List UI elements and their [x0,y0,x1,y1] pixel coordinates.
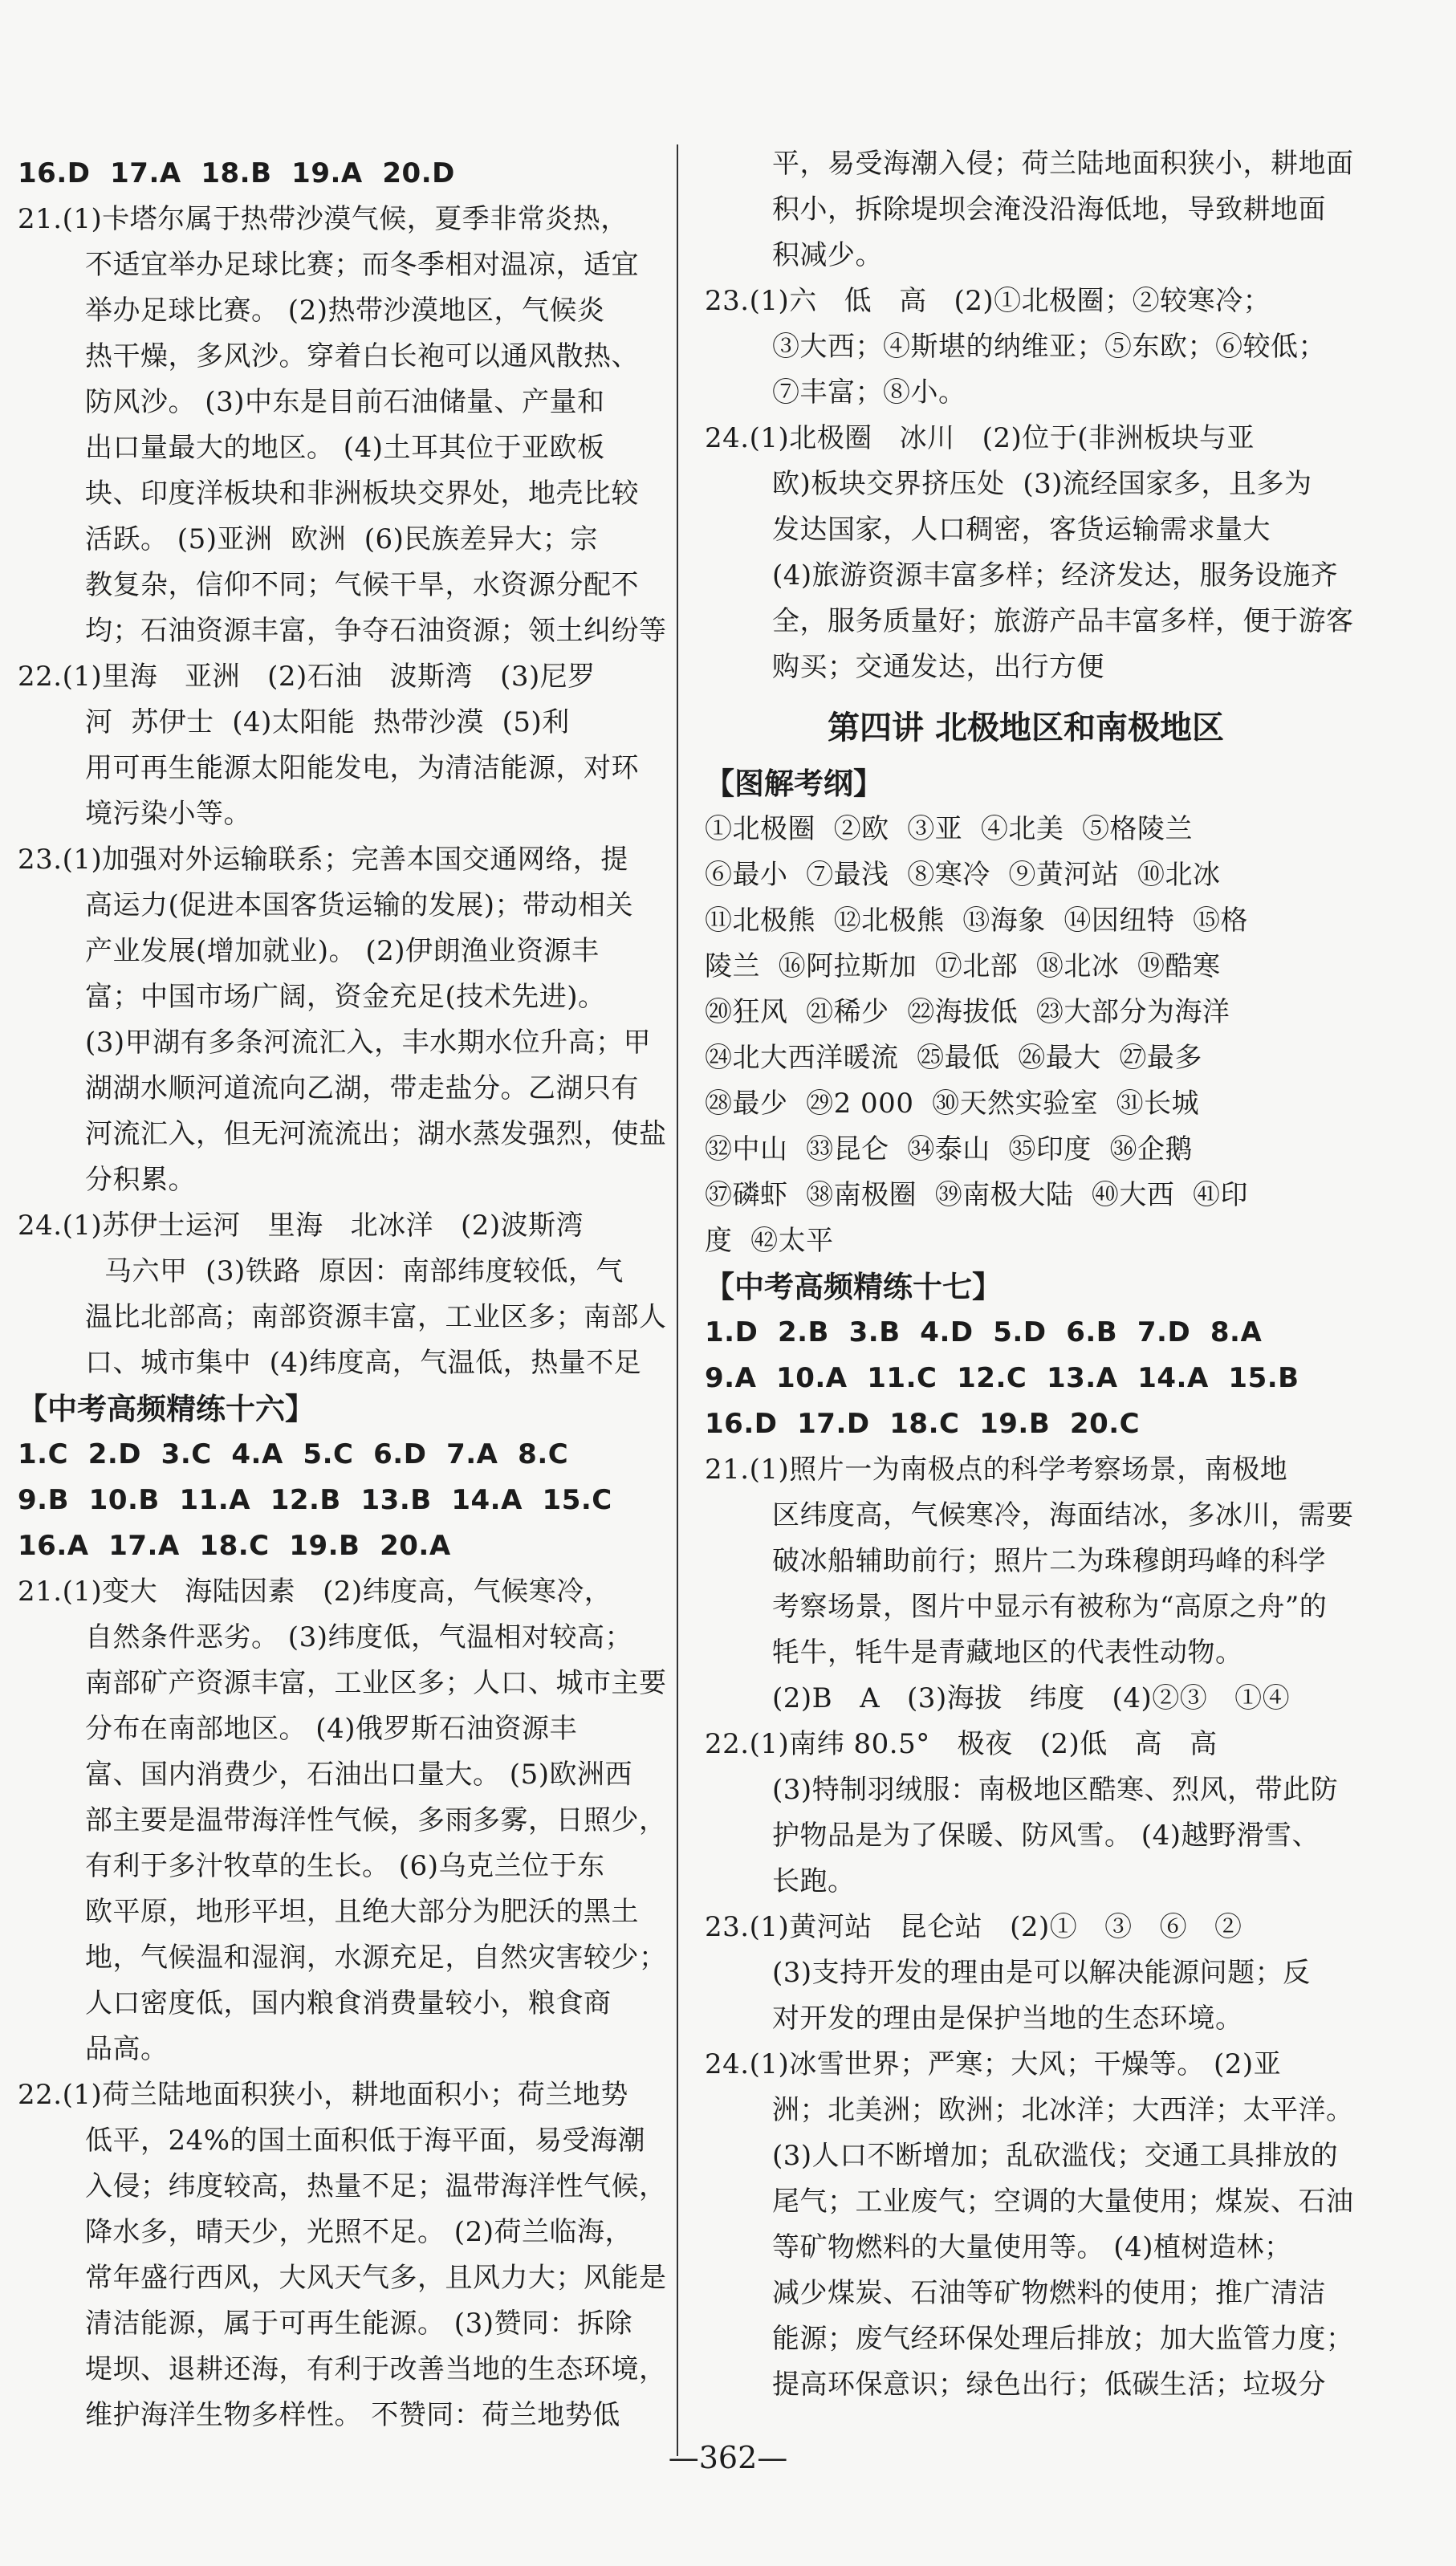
outline-answers: ㉔北大西洋暖流 ㉕最低 ㉖最大 ㉗最多 [705,1042,1202,1074]
answer-line: 清洁能源，属于可再生能源。 (3)赞同：拆除 [85,2308,632,2340]
question-answer: 22.(1)里海 亚洲 (2)石油 波斯湾 (3)尼罗 [18,661,596,693]
left-column [18,151,667,2438]
answer-line: (3)支持开发的理由是可以解决能源问题；反 [772,1957,1311,1989]
answer-line: 举办足球比赛。 (2)热带沙漠地区，气候炎 [85,295,605,327]
answer-line: 南部矿产资源丰富，工业区多；人口、城市主要 [85,1667,667,1699]
answer-line: 部主要是温带海洋性气候，多雨多雾，日照少， [85,1804,667,1836]
choice-answers: 1.D 2.B 3.B 4.D 5.D 6.B 7.D 8.A [705,1316,1263,1348]
answer-line: (3)甲湖有多条河流汇入，丰水期水位升高；甲 [85,1027,652,1059]
answer-line: 产业发展(增加就业)。 (2)伊朗渔业资源丰 [85,935,600,967]
answer-line: 地，气候温和湿润，水源充足，自然灾害较少； [85,1942,667,1974]
outline-answers: 陵兰 ⑯阿拉斯加 ⑰北部 ⑱北冰 ⑲酷寒 [705,950,1221,982]
answer-line: 破冰船辅助前行；照片二为珠穆朗玛峰的科学 [772,1545,1326,1577]
outline-answers: ⑥最小 ⑦最浅 ⑧寒冷 ⑨黄河站 ⑩北冰 [705,859,1221,891]
answer-line: 区纬度高，气候寒冷，海面结冰，多冰川，需要 [772,1499,1354,1531]
outline-answers: ㉘最少 ㉙2 000 ㉚天然实验室 ㉛长城 [705,1088,1200,1120]
answer-line: 常年盛行西风，大风天气多，且风力大；风能是 [85,2262,667,2294]
answer-line: 对开发的理由是保护当地的生态环境。 [772,2003,1243,2035]
answer-line: 欧平原，地形平坦，且绝大部分为肥沃的黑土 [85,1896,639,1928]
answer-line: 平，易受海潮入侵；荷兰陆地面积狭小，耕地面 [772,148,1354,180]
answer-line: 防风沙。 (3)中东是目前石油储量、产量和 [85,386,605,418]
choice-answers: 1.C 2.D 3.C 4.A 5.C 6.D 7.A 8.C [18,1438,569,1470]
answer-line: 温比北部高；南部资源丰富，工业区多；南部人 [85,1301,667,1333]
answer-line: (3)人口不断增加；乱砍滥伐；交通工具排放的 [772,2140,1339,2172]
answer-line: 用可再生能源太阳能发电，为清洁能源，对环 [85,752,639,784]
question-answer: 22.(1)南纬 80.5° 极夜 (2)低 高 高 [705,1728,1218,1760]
question-answer: 21.(1)变大 海陆因素 (2)纬度高，气候寒冷， [18,1576,612,1608]
lecture-title: 第四讲 北极地区和南极地区 [828,710,1224,746]
question-answer: 22.(1)荷兰陆地面积狭小，耕地面积小；荷兰地势 [18,2079,628,2111]
choice-answers: 16.A 17.A 18.C 19.B 20.A [18,1530,451,1562]
outline-answers: ⑳狂风 ㉑稀少 ㉒海拔低 ㉓大部分为海洋 [705,996,1230,1028]
question-answer: 24.(1)冰雪世界；严寒；大风；干燥等。 (2)亚 [705,2048,1282,2080]
answer-line: 欧)板块交界挤压处 (3)流经国家多，且多为 [772,468,1312,500]
choice-answers: 16.D 17.D 18.C 19.B 20.C [705,1408,1141,1440]
right-column [705,141,1354,2408]
answer-line: 洲；北美洲；欧洲；北冰洋；大西洋；太平洋。 [772,2094,1354,2126]
question-answer: 23.(1)加强对外运输联系；完善本国交通网络，提 [18,844,628,876]
answer-line: 富、国内消费少，石油出口量大。 (5)欧洲西 [85,1759,632,1791]
answer-line: 提高环保意识；绿色出行；低碳生活；垃圾分 [772,2369,1326,2401]
answer-line: 湖湖水顺河道流向乙湖，带走盐分。乙湖只有 [85,1072,639,1104]
question-answer: 21.(1)卡塔尔属于热带沙漠气候，夏季非常炎热， [18,203,628,235]
question-answer: 23.(1)六 低 高 (2)①北极圈；②较寒冷； [705,285,1271,317]
section-heading: 【中考高频精练十六】 [18,1392,315,1426]
answer-line: (2)B A (3)海拔 纬度 (4)②③ ①④ [772,1682,1291,1714]
answer-line: 均；石油资源丰富，争夺石油资源；领土纠纷等 [85,615,667,647]
answer-line: 教复杂，信仰不同；气候干旱，水资源分配不 [85,569,639,601]
answer-line: 长跑。 [772,1865,856,1897]
page-number: —362— [668,2440,788,2475]
column-divider [677,144,678,2456]
answer-line: 减少煤炭、石油等矿物燃料的使用；推广清洁 [772,2277,1326,2309]
answer-line: 河流汇入，但无河流流出；湖水蒸发强烈，使盐 [85,1118,667,1150]
answer-line: 热干燥，多风沙。穿着白长袍可以通风散热、 [85,340,639,372]
answer-line: 自然条件恶劣。 (3)纬度低，气温相对较高； [85,1621,632,1653]
answer-line: 入侵；纬度较高，热量不足；温带海洋性气候， [85,2170,667,2202]
question-answer: 24.(1)北极圈 冰川 (2)位于(非洲板块与亚 [705,422,1255,454]
answer-line: 人口密度低，国内粮食消费量较小，粮食商 [85,1987,612,2019]
choice-answers: 16.D 17.A 18.B 19.A 20.D [18,157,455,189]
answer-line: (4)旅游资源丰富多样；经济发达，服务设施齐 [772,559,1339,592]
answer-line: 品高。 [85,2033,169,2065]
question-answer: 21.(1)照片一为南极点的科学考察场景，南极地 [705,1454,1288,1486]
section-heading: 【中考高频精练十七】 [705,1270,1002,1304]
answer-line: 出口量最大的地区。 (4)土耳其位于亚欧板 [85,432,605,464]
answer-line: 境污染小等。 [85,798,251,830]
outline-answers: ㊲磷虾 ㊳南极圈 ㊴南极大陆 ㊵大西 ㊶印 [705,1179,1248,1211]
answer-line: 口、城市集中 (4)纬度高，气温低，热量不足 [85,1347,642,1379]
answer-line: 马六甲 (3)铁路 原因：南部纬度较低，气 [104,1255,624,1287]
answer-line: 块、印度洋板块和非洲板块交界处，地壳比较 [85,478,639,510]
question-answer: 24.(1)苏伊士运河 里海 北冰洋 (2)波斯湾 [18,1210,584,1242]
answer-line: 分积累。 [85,1164,196,1196]
answer-line: 高运力(促进本国客货运输的发展)；带动相关 [85,889,634,921]
answer-line: 不适宜举办足球比赛；而冬季相对温凉，适宜 [85,249,639,281]
answer-line: 积小，拆除堤坝会淹没沿海低地，导致耕地面 [772,193,1326,226]
answer-line: 考察场景，图片中显示有被称为“高原之舟”的 [772,1591,1328,1623]
choice-answers: 9.A 10.A 11.C 12.C 13.A 14.A 15.B [705,1362,1299,1394]
answer-line: 全，服务质量好；旅游产品丰富多样，便于游客 [772,605,1354,637]
answer-line: 有利于多汁牧草的生长。 (6)乌克兰位于东 [85,1850,605,1882]
answer-line: 能源；废气经环保处理后排放；加大监管力度； [772,2323,1354,2355]
answer-line: 尾气；工业废气；空调的大量使用；煤炭、石油 [772,2186,1354,2218]
outline-answers: 度 ㊷太平 [705,1225,834,1257]
question-answer: 23.(1)黄河站 昆仑站 (2)① ③ ⑥ ② [705,1911,1242,1943]
section-heading: 【图解考纲】 [705,767,883,801]
choice-answers: 9.B 10.B 11.A 12.B 13.B 14.A 15.C [18,1484,612,1516]
answer-line: (3)特制羽绒服：南极地区酷寒、烈风，带此防 [772,1774,1339,1806]
answer-line: 发达国家，人口稠密，客货运输需求量大 [772,514,1271,546]
answer-line: 等矿物燃料的大量使用等。 (4)植树造林； [772,2231,1292,2263]
outline-answers: ①北极圈 ②欧 ③亚 ④北美 ⑤格陵兰 [705,813,1193,845]
answer-line: 堤坝、退耕还海，有利于改善当地的生态环境， [85,2353,667,2385]
outline-answers: ⑪北极熊 ⑫北极熊 ⑬海象 ⑭因纽特 ⑮格 [705,905,1248,937]
answer-line: 积减少。 [772,239,883,271]
outline-answers: ㉜中山 ㉝昆仑 ㉞泰山 ㉟印度 ㊱企鹅 [705,1133,1193,1165]
answer-line: 分布在南部地区。 (4)俄罗斯石油资源丰 [85,1713,577,1745]
answer-line: 活跃。 (5)亚洲 欧洲 (6)民族差异大；宗 [85,523,598,555]
answer-line: 低平，24%的国土面积低于海平面，易受海潮 [85,2125,646,2157]
answer-line: 购买；交通发达，出行方便 [772,651,1104,683]
answer-line: 维护海洋生物多样性。 不赞同：荷兰地势低 [85,2399,620,2431]
answer-line: 富；中国市场广阔，资金充足(技术先进)。 [85,981,606,1013]
answer-line: 降水多，晴天少，光照不足。 (2)荷兰临海， [85,2216,632,2248]
answer-line: 河 苏伊士 (4)太阳能 热带沙漠 (5)利 [85,706,570,738]
answer-line: ⑦丰富；⑧小。 [772,376,966,409]
answer-line: 护物品是为了保暖、防风雪。 (4)越野滑雪、 [772,1820,1320,1852]
answer-line: ③大西；④斯堪的纳维亚；⑤东欧；⑥较低； [772,331,1326,363]
answer-line: 牦牛，牦牛是青藏地区的代表性动物。 [772,1637,1243,1669]
